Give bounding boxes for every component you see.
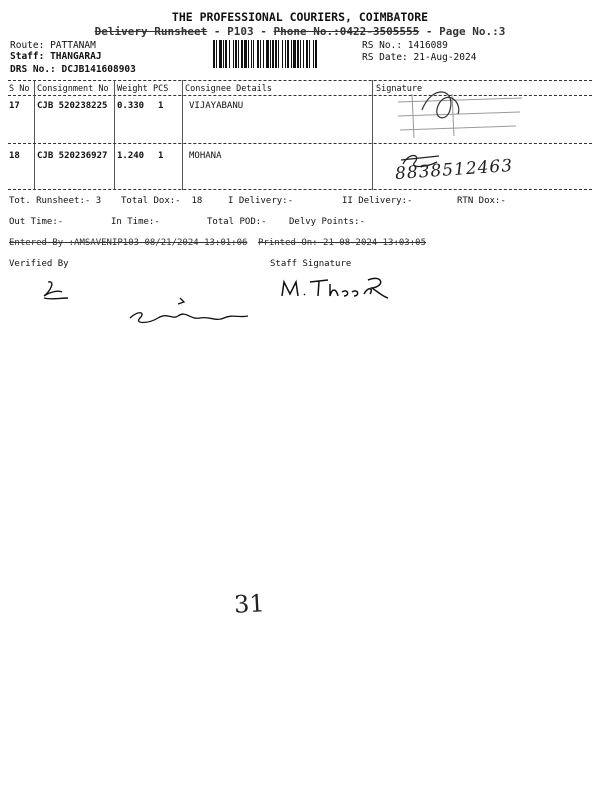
barcode-bar: [291, 40, 292, 68]
total-dox: [121, 196, 202, 206]
runsheet-label: Delivery Runsheet: [94, 25, 208, 38]
col-header-pcs: PCS: [153, 84, 169, 94]
row-consignee: MOHANA: [189, 151, 222, 161]
row-consignee: VIJAYABANU: [189, 101, 244, 111]
barcode-bar: [278, 40, 279, 68]
barcode-bar: [270, 40, 271, 68]
delvy-points-label: Delvy Points:-: [289, 217, 365, 227]
barcode-bar: [297, 40, 299, 68]
company-title: THE PROFESSIONAL COURIERS, COIMBATORE: [171, 10, 429, 24]
col-header-consignee: Consignee Details: [185, 84, 272, 94]
row-pcs: 1: [158, 101, 164, 111]
staff-signature-icon: [278, 272, 393, 304]
page-number: 3: [498, 25, 506, 38]
total-runsheet-label: Tot. Runsheet:-: [9, 196, 91, 206]
route-label: Route:: [10, 40, 45, 51]
barcode-bar: [235, 40, 237, 68]
barcode-bar: [219, 40, 222, 68]
barcode-bar: [238, 40, 239, 68]
barcode-bar: [315, 40, 317, 68]
barcode-bar: [285, 40, 286, 68]
entered-by-label: Entered By :: [9, 238, 75, 248]
page-label: Page No.:: [439, 25, 499, 38]
col-header-signature: Signature: [376, 84, 423, 94]
barcode-bar: [244, 40, 247, 68]
barcode-bar: [287, 40, 289, 68]
barcode-bar: [266, 40, 269, 68]
barcode-bar: [300, 40, 301, 68]
barcode-bar: [260, 40, 261, 68]
drs-line: [10, 64, 136, 75]
barcode-bar: [263, 40, 264, 68]
barcode: [213, 40, 353, 68]
barcode-bar: [241, 40, 243, 68]
in-time-label: In Time:-: [111, 217, 160, 227]
rs-date-label: RS Date:: [362, 52, 408, 63]
rtn-dox-label: RTN Dox:-: [457, 196, 506, 206]
barcode-bar: [293, 40, 296, 68]
total-runsheet-value: 3: [95, 196, 102, 206]
drs-value: DCJB141608903: [61, 64, 136, 75]
barcode-bar: [272, 40, 274, 68]
barcode-bar: [309, 40, 310, 68]
barcode-bar: [216, 40, 217, 68]
separator: -: [260, 25, 267, 38]
barcode-bar: [233, 40, 234, 68]
barcode-bar: [306, 40, 308, 68]
ii-delivery-label: II Delivery:-: [342, 196, 413, 206]
total-pod-label: Total POD:-: [207, 217, 267, 227]
staff-signature-label: Staff Signature: [270, 259, 352, 269]
entered-by-value: AMSAVENIP103 08/21/2024 13:01:06: [74, 238, 248, 248]
entered-by: [9, 238, 247, 248]
barcode-bar: [213, 40, 215, 68]
barcode-bar: [225, 40, 227, 68]
rs-date-line: [362, 52, 476, 63]
staff-line: [10, 51, 102, 62]
phone-number: 0422-3505555: [339, 25, 420, 38]
separator: -: [425, 25, 433, 38]
separator: -: [213, 25, 221, 38]
row-weight: 1.240: [117, 151, 145, 161]
route-value: PATTANAM: [50, 40, 96, 51]
barcode-bar: [251, 40, 252, 68]
printed-on-value: 21-08-2024 13:03:05: [323, 238, 426, 248]
total-runsheet: [9, 196, 101, 206]
column-line: [182, 80, 183, 190]
total-dox-value: 18: [191, 196, 203, 206]
verified-by-label: Verified By: [9, 259, 69, 269]
barcode-bar: [257, 40, 259, 68]
company-stamp-icon: [392, 88, 542, 143]
i-delivery-label: I Delivery:-: [228, 196, 294, 206]
out-time-label: Out Time:-: [9, 217, 64, 227]
barcode-bar: [229, 40, 230, 68]
runsheet-subtitle: [0, 25, 600, 38]
phone-label: Phone No.:: [273, 25, 340, 38]
handwritten-phone: 8838512463: [394, 155, 514, 185]
barcode-bar: [303, 40, 304, 68]
runsheet-code: P103: [227, 25, 254, 38]
row-pcs: 1: [158, 151, 164, 161]
total-dox-label: Total Dox:-: [121, 196, 181, 206]
barcode-bar: [248, 40, 249, 68]
column-line: [34, 80, 35, 190]
row-weight: 0.330: [117, 101, 145, 111]
handwritten-page-number: 31: [233, 589, 266, 619]
rs-date-value: 21-Aug-2024: [413, 52, 477, 63]
barcode-bar: [282, 40, 283, 68]
rs-no-line: [362, 40, 448, 51]
barcode-bar: [275, 40, 277, 68]
col-header-weight: Weight: [117, 84, 148, 94]
row-divider: [8, 189, 592, 190]
row-divider: [8, 143, 592, 144]
row-sno: 18: [9, 151, 20, 161]
row-sno: 17: [9, 101, 20, 111]
printed-on: [258, 238, 426, 248]
row-consignment: CJB 520238225: [37, 101, 108, 111]
barcode-bar: [313, 40, 314, 68]
rs-no-label: RS No.:: [362, 40, 403, 51]
verifier-initial-icon: [38, 278, 78, 304]
staff-value: THANGARAJ: [50, 51, 102, 62]
printed-on-label: Printed On:: [258, 238, 318, 248]
barcode-bar: [253, 40, 254, 68]
column-line: [372, 80, 373, 190]
row-consignment: CJB 520236927: [37, 151, 108, 161]
staff-label: Staff:: [10, 51, 45, 62]
col-header-sno: S No: [9, 84, 30, 94]
drs-label: DRS No.:: [10, 64, 56, 75]
column-line: [114, 80, 115, 190]
barcode-bar: [223, 40, 224, 68]
verifier-signature-icon: [128, 296, 253, 330]
col-header-consignment: Consignment No: [37, 84, 109, 94]
divider: [8, 80, 592, 81]
route-line: [10, 40, 96, 51]
rs-no-value: 1416089: [407, 40, 448, 51]
